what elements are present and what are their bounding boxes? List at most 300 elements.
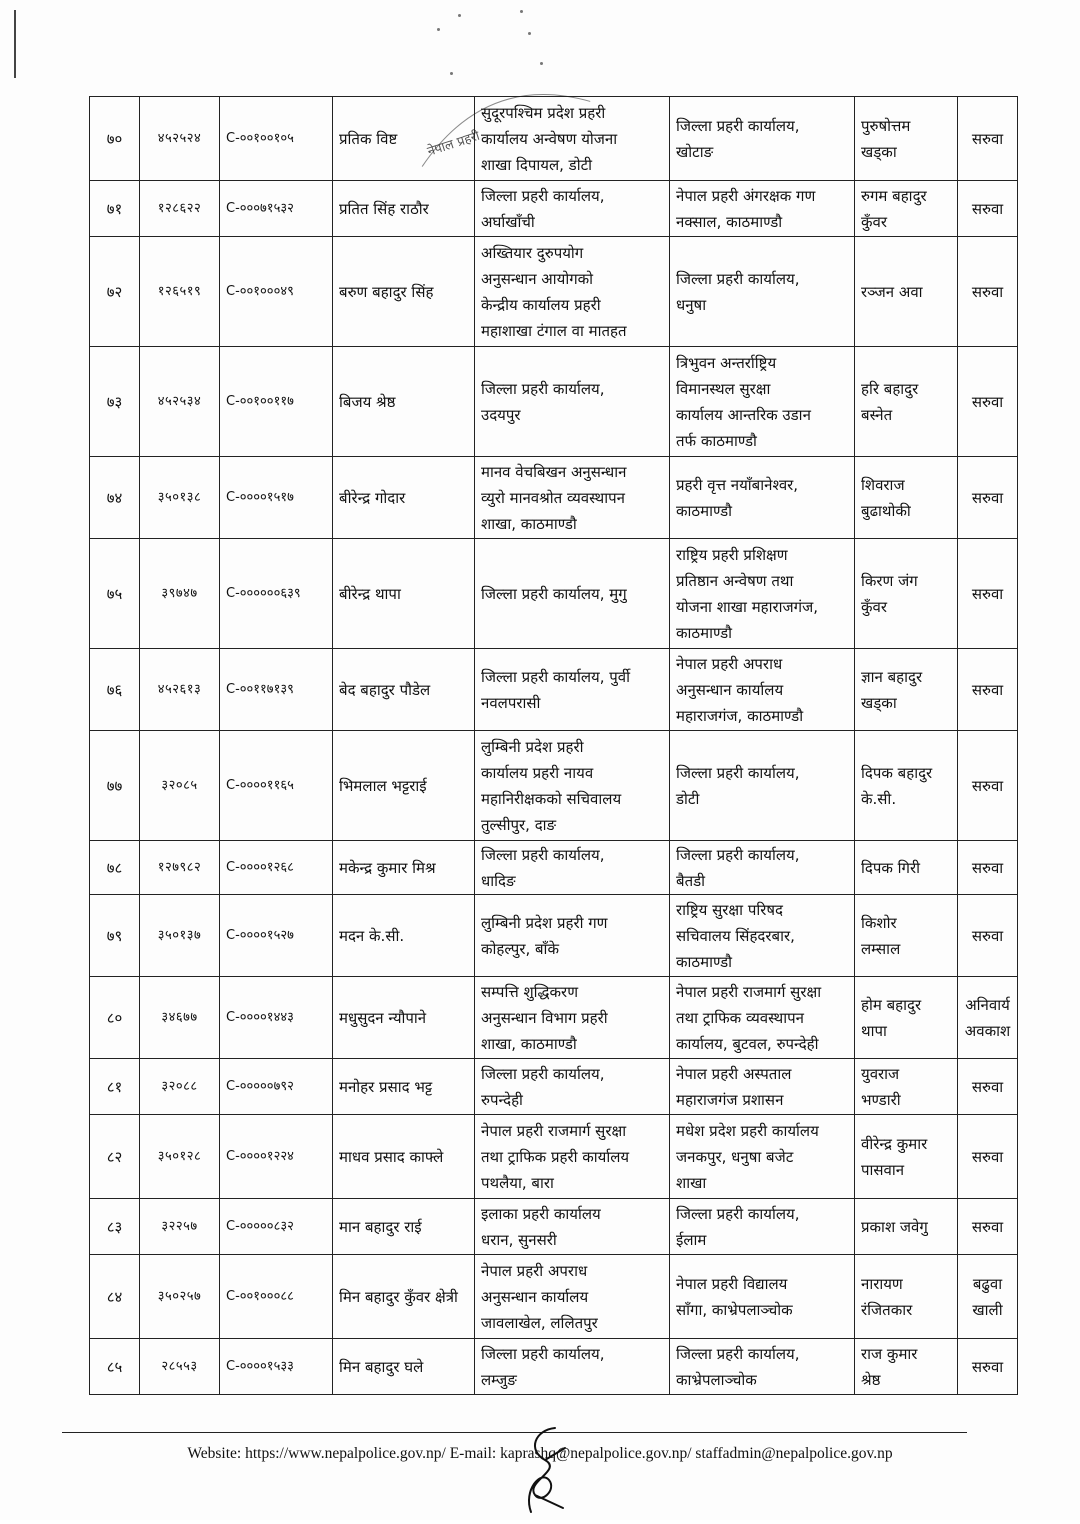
employee-code-cell (220, 539, 333, 649)
replacement-name-line: बुढाथोकी (861, 501, 911, 520)
transfer-office-cell (670, 977, 855, 1059)
remark-line: सरुवा (971, 584, 1004, 603)
current-office-cell (475, 1255, 670, 1339)
employee-code-text: C-००१०००८८ (226, 1288, 294, 1304)
remark-line: सरुवा (971, 392, 1004, 411)
employee-code-text: C-००००१२६८ (226, 859, 294, 875)
serial-number-text: ७८ (106, 858, 123, 877)
table-row (90, 347, 1018, 457)
replacement-name-cell (855, 841, 958, 895)
replacement-name-cell (855, 977, 958, 1059)
current-office-cell (475, 1115, 670, 1199)
transfer-office-line: साँगा, काभ्रेपलाञ्चोक (676, 1300, 793, 1319)
remark-line: अनिवार्य (965, 995, 1010, 1014)
transfer-office-line: नक्साल, काठमाण्डौ (676, 212, 783, 231)
replacement-name-cell (855, 1059, 958, 1115)
employee-name-cell (333, 1199, 475, 1255)
table-row (90, 841, 1018, 895)
current-office-line: जिल्ला प्रहरी कार्यालय, (481, 1064, 605, 1083)
police-id-text: ३५०१३७ (157, 927, 202, 943)
serial-number-cell (90, 841, 140, 895)
police-id-text: ३९७४७ (161, 585, 198, 601)
employee-code-text: C-००००१५१७ (226, 489, 294, 505)
replacement-name-cell (855, 237, 958, 347)
remark-cell (958, 895, 1018, 977)
scan-speck (450, 72, 453, 75)
transfer-office-line: काठमाण्डौ (676, 952, 733, 971)
serial-number-cell (90, 347, 140, 457)
replacement-name-line: होम बहादुर (861, 995, 922, 1014)
police-id-cell (140, 1339, 220, 1395)
police-id-text: ४५२६१३ (157, 681, 202, 697)
current-office-line: अनुसन्धान आयोगको (481, 269, 594, 288)
current-office-line: तथा ट्राफिक प्रहरी कार्यालय (481, 1147, 630, 1166)
remark-line: बढुवा (972, 1274, 1003, 1293)
remark-line: सरुवा (971, 858, 1004, 877)
signature-mark (505, 1420, 585, 1520)
police-id-text: १२८६२२ (157, 200, 202, 216)
employee-name-text: बीरेन्द्र थापा (339, 584, 401, 603)
transfer-office-line: प्रहरी वृत्त नयाँबानेश्वर, (676, 475, 799, 494)
current-office-line: पथलैया, बारा (481, 1173, 554, 1192)
remark-line: अवकाश (964, 1021, 1011, 1040)
serial-number-cell (90, 237, 140, 347)
police-id-text: ३५०१२८ (157, 1148, 202, 1164)
employee-name-cell (333, 1059, 475, 1115)
transfer-office-line: अनुसन्धान कार्यालय (676, 680, 784, 699)
remark-cell (958, 457, 1018, 539)
table-row (90, 181, 1018, 237)
employee-code-text: C-००१००११७ (226, 393, 294, 409)
current-office-cell (475, 457, 670, 539)
employee-code-cell (220, 1115, 333, 1199)
current-office-line: शाखा दिपायल, डोटी (481, 155, 593, 174)
police-id-cell (140, 1255, 220, 1339)
current-office-line: जिल्ला प्रहरी कार्यालय, मुगु (481, 584, 627, 603)
serial-number-text: ७५ (106, 584, 123, 603)
transfer-office-line: काठमाण्डौ (676, 501, 733, 520)
current-office-line: नवलपरासी (481, 693, 541, 712)
employee-code-text: C-००००१४४३ (226, 1009, 294, 1025)
replacement-name-line: नारायण (861, 1274, 903, 1293)
replacement-name-line: खड्का (861, 693, 897, 712)
employee-name-cell (333, 895, 475, 977)
employee-code-text: C-०००००८३२ (226, 1218, 294, 1234)
employee-code-cell (220, 1059, 333, 1115)
transfer-office-line: शाखा (676, 1173, 707, 1192)
replacement-name-line: प्रकाश जवेगु (861, 1217, 928, 1236)
employee-name-text: भिमलाल भट्टराई (339, 776, 427, 795)
police-id-cell (140, 649, 220, 731)
replacement-name-line: दिपक बहादुर (861, 763, 933, 782)
serial-number-text: ७९ (106, 926, 123, 945)
table-row (90, 457, 1018, 539)
transfer-office-line: योजना शाखा महाराजगंज, (676, 597, 819, 616)
replacement-name-line: वीरेन्द्र कुमार (861, 1134, 928, 1153)
transfer-office-line: राष्ट्रिय प्रहरी प्रशिक्षण (676, 545, 788, 564)
employee-code-text: C-०००७१५३२ (226, 200, 294, 216)
remark-line: खाली (972, 1300, 1003, 1319)
employee-name-cell (333, 977, 475, 1059)
current-office-line: कार्यालय अन्वेषण योजना (481, 129, 618, 148)
table-row (90, 1115, 1018, 1199)
serial-number-cell (90, 649, 140, 731)
transfer-office-line: विमानस्थल सुरक्षा (676, 379, 771, 398)
transfer-office-line: धनुषा (676, 295, 707, 314)
transfer-table (89, 96, 1018, 1395)
remark-cell (958, 237, 1018, 347)
serial-number-text: ८३ (106, 1217, 123, 1236)
transfer-office-line: नेपाल प्रहरी विद्यालय (676, 1274, 788, 1293)
current-office-line: शाखा, काठमाण्डौ (481, 514, 577, 533)
replacement-name-cell (855, 1339, 958, 1395)
replacement-name-cell (855, 539, 958, 649)
police-id-text: ३२०८५ (161, 777, 198, 793)
remark-line: सरुवा (971, 1217, 1004, 1236)
transfer-office-cell (670, 347, 855, 457)
current-office-line: कोहल्पुर, बाँके (481, 939, 559, 958)
transfer-office-line: जिल्ला प्रहरी कार्यालय, (676, 1204, 800, 1223)
serial-number-cell (90, 731, 140, 841)
police-id-text: २८५५३ (161, 1358, 198, 1374)
remark-line: सरुवा (971, 776, 1004, 795)
replacement-name-line: ज्ञान बहादुर (861, 667, 923, 686)
current-office-line: जिल्ला प्रहरी कार्यालय, (481, 186, 605, 205)
transfer-office-line: मधेश प्रदेश प्रहरी कार्यालय (676, 1121, 819, 1140)
employee-code-text: C-००००१५२७ (226, 927, 294, 943)
table-row (90, 1339, 1018, 1395)
serial-number-text: ८५ (106, 1357, 123, 1376)
employee-name-cell (333, 841, 475, 895)
scan-speck (540, 62, 543, 65)
remark-cell (958, 1199, 1018, 1255)
current-office-line: शाखा, काठमाण्डौ (481, 1034, 577, 1053)
employee-name-text: मान बहादुर राई (339, 1217, 422, 1236)
replacement-name-cell (855, 347, 958, 457)
employee-name-cell (333, 1339, 475, 1395)
replacement-name-line: दिपक गिरी (861, 858, 921, 877)
employee-name-text: बेद बहादुर पौडेल (339, 680, 431, 699)
serial-number-text: ७१ (106, 199, 123, 218)
current-office-cell (475, 347, 670, 457)
serial-number-text: ७० (106, 129, 123, 148)
replacement-name-cell (855, 731, 958, 841)
table-row (90, 1059, 1018, 1115)
police-id-text: ३५०१३८ (157, 489, 202, 505)
employee-name-text: मकेन्द्र कुमार मिश्र (339, 858, 436, 877)
current-office-line: लुम्बिनी प्रदेश प्रहरी गण (481, 913, 608, 932)
current-office-cell (475, 895, 670, 977)
transfer-office-line: त्रिभुवन अन्तर्राष्ट्रिय (676, 353, 777, 372)
employee-code-text: C-०००००७९२ (226, 1078, 294, 1094)
remark-line: सरुवा (971, 1357, 1004, 1376)
transfer-office-cell (670, 1339, 855, 1395)
serial-number-cell (90, 181, 140, 237)
employee-name-text: मनोहर प्रसाद भट्ट (339, 1077, 433, 1096)
replacement-name-line: हरि बहादुर (861, 379, 919, 398)
employee-name-text: बीरेन्द्र गोदार (339, 488, 406, 507)
serial-number-cell (90, 1199, 140, 1255)
remark-cell (958, 977, 1018, 1059)
remark-cell (958, 1115, 1018, 1199)
police-id-cell (140, 1199, 220, 1255)
current-office-line: सम्पत्ति शुद्धिकरण (481, 982, 579, 1001)
replacement-name-cell (855, 649, 958, 731)
remark-cell (958, 649, 1018, 731)
employee-code-cell (220, 1199, 333, 1255)
serial-number-text: ८४ (106, 1287, 123, 1306)
table-row (90, 977, 1018, 1059)
employee-code-cell (220, 731, 333, 841)
transfer-office-line: काठमाण्डौ (676, 623, 733, 642)
employee-name-text: मदन के.सी. (339, 926, 405, 945)
replacement-name-line: श्रेष्ठ (861, 1370, 881, 1389)
police-id-cell (140, 539, 220, 649)
current-office-line: जिल्ला प्रहरी कार्यालय, (481, 379, 605, 398)
footer-contact-line: Website: https://www.nepalpolice.gov.np/ E-mail: kaprashq@nepalpolice.gov.np/ staffadmin@nepalpolice.gov.np (187, 1445, 893, 1462)
current-office-line: जावलाखेल, ललितपुर (481, 1313, 598, 1332)
replacement-name-line: भण्डारी (861, 1090, 901, 1109)
transfer-office-line: महाराजगंज, काठमाण्डौ (676, 706, 804, 725)
current-office-cell (475, 977, 670, 1059)
transfer-office-line: तर्फ काठमाण्डौ (676, 431, 757, 450)
replacement-name-line: लम्साल (861, 939, 901, 958)
table-row (90, 97, 1018, 181)
serial-number-cell (90, 977, 140, 1059)
serial-number-cell (90, 1339, 140, 1395)
serial-number-cell (90, 97, 140, 181)
transfer-office-line: जिल्ला प्रहरी कार्यालय, (676, 1344, 800, 1363)
employee-code-text: C-००००१५३३ (226, 1358, 294, 1374)
remark-line: सरुवा (971, 1147, 1004, 1166)
serial-number-text: ८० (106, 1008, 123, 1027)
table-row (90, 1199, 1018, 1255)
replacement-name-cell (855, 1115, 958, 1199)
current-office-line: अनुसन्धान कार्यालय (481, 1287, 589, 1306)
current-office-line: अनुसन्धान विभाग प्रहरी (481, 1008, 608, 1027)
employee-code-cell (220, 977, 333, 1059)
transfer-office-cell (670, 539, 855, 649)
current-office-line: सुदूरपश्चिम प्रदेश प्रहरी (481, 103, 606, 122)
transfer-office-line: नेपाल प्रहरी राजमार्ग सुरक्षा (676, 982, 822, 1001)
current-office-line: रुपन्देही (481, 1090, 523, 1109)
serial-number-text: ७३ (106, 392, 123, 411)
current-office-cell (475, 841, 670, 895)
current-office-line: अर्घाखाँची (481, 212, 535, 231)
current-office-line: नेपाल प्रहरी राजमार्ग सुरक्षा (481, 1121, 627, 1140)
police-id-text: १२६५१९ (157, 283, 202, 299)
transfer-office-cell (670, 1115, 855, 1199)
remark-line: सरुवा (971, 282, 1004, 301)
current-office-cell (475, 237, 670, 347)
remark-cell (958, 731, 1018, 841)
serial-number-cell (90, 457, 140, 539)
transfer-office-cell (670, 895, 855, 977)
replacement-name-cell (855, 895, 958, 977)
employee-name-cell (333, 237, 475, 347)
table-row (90, 237, 1018, 347)
current-office-line: कार्यालय प्रहरी नायव (481, 763, 594, 782)
transfer-office-line: प्रतिष्ठान अन्वेषण तथा (676, 571, 794, 590)
replacement-name-line: शिवराज (861, 475, 905, 494)
remark-cell (958, 97, 1018, 181)
transfer-office-line: जिल्ला प्रहरी कार्यालय, (676, 269, 800, 288)
police-id-cell (140, 977, 220, 1059)
serial-number-text: ८१ (106, 1077, 123, 1096)
replacement-name-line: कुँवर (861, 597, 887, 616)
transfer-office-line: बैतडी (676, 871, 706, 890)
remark-cell (958, 347, 1018, 457)
employee-code-cell (220, 457, 333, 539)
serial-number-text: ८२ (106, 1147, 123, 1166)
replacement-name-cell (855, 457, 958, 539)
transfer-office-line: महाराजगंज प्रशासन (676, 1090, 784, 1109)
employee-name-text: मधुसुदन न्यौपाने (339, 1008, 427, 1027)
police-id-text: ३४६७७ (161, 1009, 198, 1025)
employee-code-cell (220, 347, 333, 457)
transfer-office-cell (670, 181, 855, 237)
transfer-office-line: जिल्ला प्रहरी कार्यालय, (676, 845, 800, 864)
serial-number-text: ७६ (106, 680, 123, 699)
replacement-name-line: के.सी. (861, 789, 897, 808)
serial-number-cell (90, 1255, 140, 1339)
table-row (90, 731, 1018, 841)
employee-code-text: C-००११७१३९ (226, 681, 294, 697)
replacement-name-line: पुरुषोत्तम (861, 116, 911, 135)
serial-number-cell (90, 895, 140, 977)
current-office-line: जिल्ला प्रहरी कार्यालय, (481, 845, 605, 864)
current-office-line: तुल्सीपुर, दाङ (481, 815, 557, 834)
employee-code-text: C-००१००१०५ (226, 130, 294, 146)
employee-code-text: C-००१०००४९ (226, 283, 294, 299)
transfer-office-line: काभ्रेपलाञ्चोक (676, 1370, 757, 1389)
serial-number-cell (90, 1115, 140, 1199)
current-office-cell (475, 539, 670, 649)
current-office-line: अख्तियार दुरुपयोग (481, 243, 584, 262)
remark-line: सरुवा (971, 1077, 1004, 1096)
employee-name-text: बिजय श्रेष्ठ (339, 392, 396, 411)
replacement-name-cell (855, 97, 958, 181)
employee-name-cell (333, 181, 475, 237)
employee-name-cell (333, 649, 475, 731)
employee-name-text: बरुण बहादुर सिंह (339, 282, 434, 301)
replacement-name-line: खड्का (861, 142, 897, 161)
transfer-office-line: जिल्ला प्रहरी कार्यालय, (676, 116, 800, 135)
transfer-office-cell (670, 1255, 855, 1339)
police-id-cell (140, 1115, 220, 1199)
transfer-office-cell (670, 237, 855, 347)
employee-name-cell (333, 97, 475, 181)
footer-rule (62, 1432, 967, 1433)
employee-code-cell (220, 1255, 333, 1339)
replacement-name-line: कुँवर (861, 212, 887, 231)
replacement-name-cell (855, 181, 958, 237)
remark-cell (958, 181, 1018, 237)
scan-speck (458, 14, 461, 17)
replacement-name-cell (855, 1255, 958, 1339)
replacement-name-line: राज कुमार (861, 1344, 918, 1363)
table-body (90, 97, 1018, 1395)
table-row (90, 649, 1018, 731)
employee-name-text: मिन बहादुर घले (339, 1357, 424, 1376)
current-office-line: उदयपुर (481, 405, 521, 424)
remark-line: सरुवा (971, 199, 1004, 218)
transfer-office-line: नेपाल प्रहरी अपराध (676, 654, 783, 673)
remark-cell (958, 841, 1018, 895)
remark-cell (958, 1339, 1018, 1395)
employee-code-cell (220, 895, 333, 977)
transfer-office-cell (670, 1059, 855, 1115)
current-office-cell (475, 97, 670, 181)
employee-code-cell (220, 649, 333, 731)
replacement-name-line: रंजितकार (861, 1300, 913, 1319)
current-office-cell (475, 1339, 670, 1395)
police-id-text: ३२२५७ (161, 1218, 198, 1234)
transfer-office-cell (670, 1199, 855, 1255)
stamp-text: नेपाल प्रहरी (425, 128, 482, 160)
employee-code-cell (220, 97, 333, 181)
transfer-office-cell (670, 841, 855, 895)
transfer-office-line: कार्यालय, बुटवल, रुपन्देही (676, 1034, 819, 1053)
remark-line: सरुवा (971, 680, 1004, 699)
serial-number-text: ७२ (106, 282, 123, 301)
current-office-line: लम्जुङ (481, 1370, 517, 1389)
police-id-cell (140, 347, 220, 457)
employee-code-text: C-००००१२२४ (226, 1148, 294, 1164)
current-office-line: मानव वेचबिखन अनुसन्धान (481, 462, 627, 481)
employee-code-text: C-००००११६५ (226, 777, 294, 793)
current-office-line: महाशाखा टंगाल वा मातहत (481, 321, 627, 340)
transfer-office-line: नेपाल प्रहरी अंगरक्षक गण (676, 186, 816, 205)
replacement-name-line: थापा (861, 1021, 887, 1040)
current-office-line: धरान, सुनसरी (481, 1230, 557, 1249)
remark-line: सरुवा (971, 926, 1004, 945)
employee-name-cell (333, 347, 475, 457)
transfer-office-cell (670, 97, 855, 181)
replacement-name-line: पासवान (861, 1160, 905, 1179)
employee-code-text: C-००००००६३९ (226, 585, 301, 601)
replacement-name-line: रुगम बहादुर (861, 186, 927, 205)
police-id-text: ४५२५२४ (157, 130, 202, 146)
remark-cell (958, 1059, 1018, 1115)
current-office-cell (475, 181, 670, 237)
transfer-office-cell (670, 731, 855, 841)
serial-number-cell (90, 1059, 140, 1115)
replacement-name-line: किशोर (861, 913, 897, 932)
transfer-office-line: राष्ट्रिय सुरक्षा परिषद (676, 900, 783, 919)
employee-name-text: प्रतिक विष्ट (339, 129, 398, 148)
police-id-text: ३२०८८ (161, 1078, 198, 1094)
employee-name-cell (333, 457, 475, 539)
employee-code-cell (220, 841, 333, 895)
current-office-line: लुम्बिनी प्रदेश प्रहरी (481, 737, 584, 756)
replacement-name-line: बस्नेत (861, 405, 893, 424)
employee-name-cell (333, 1115, 475, 1199)
current-office-cell (475, 731, 670, 841)
table-row (90, 895, 1018, 977)
current-office-cell (475, 1199, 670, 1255)
transfer-office-cell (670, 649, 855, 731)
remark-cell (958, 539, 1018, 649)
current-office-line: महानिरीक्षकको सचिवालय (481, 789, 622, 808)
employee-code-cell (220, 237, 333, 347)
police-id-cell (140, 181, 220, 237)
replacement-name-line: किरण जंग (861, 571, 918, 590)
employee-name-text: प्रतित सिंह राठौर (339, 199, 429, 218)
replacement-name-cell (855, 1199, 958, 1255)
current-office-line: इलाका प्रहरी कार्यालय (481, 1204, 601, 1223)
police-id-cell (140, 237, 220, 347)
